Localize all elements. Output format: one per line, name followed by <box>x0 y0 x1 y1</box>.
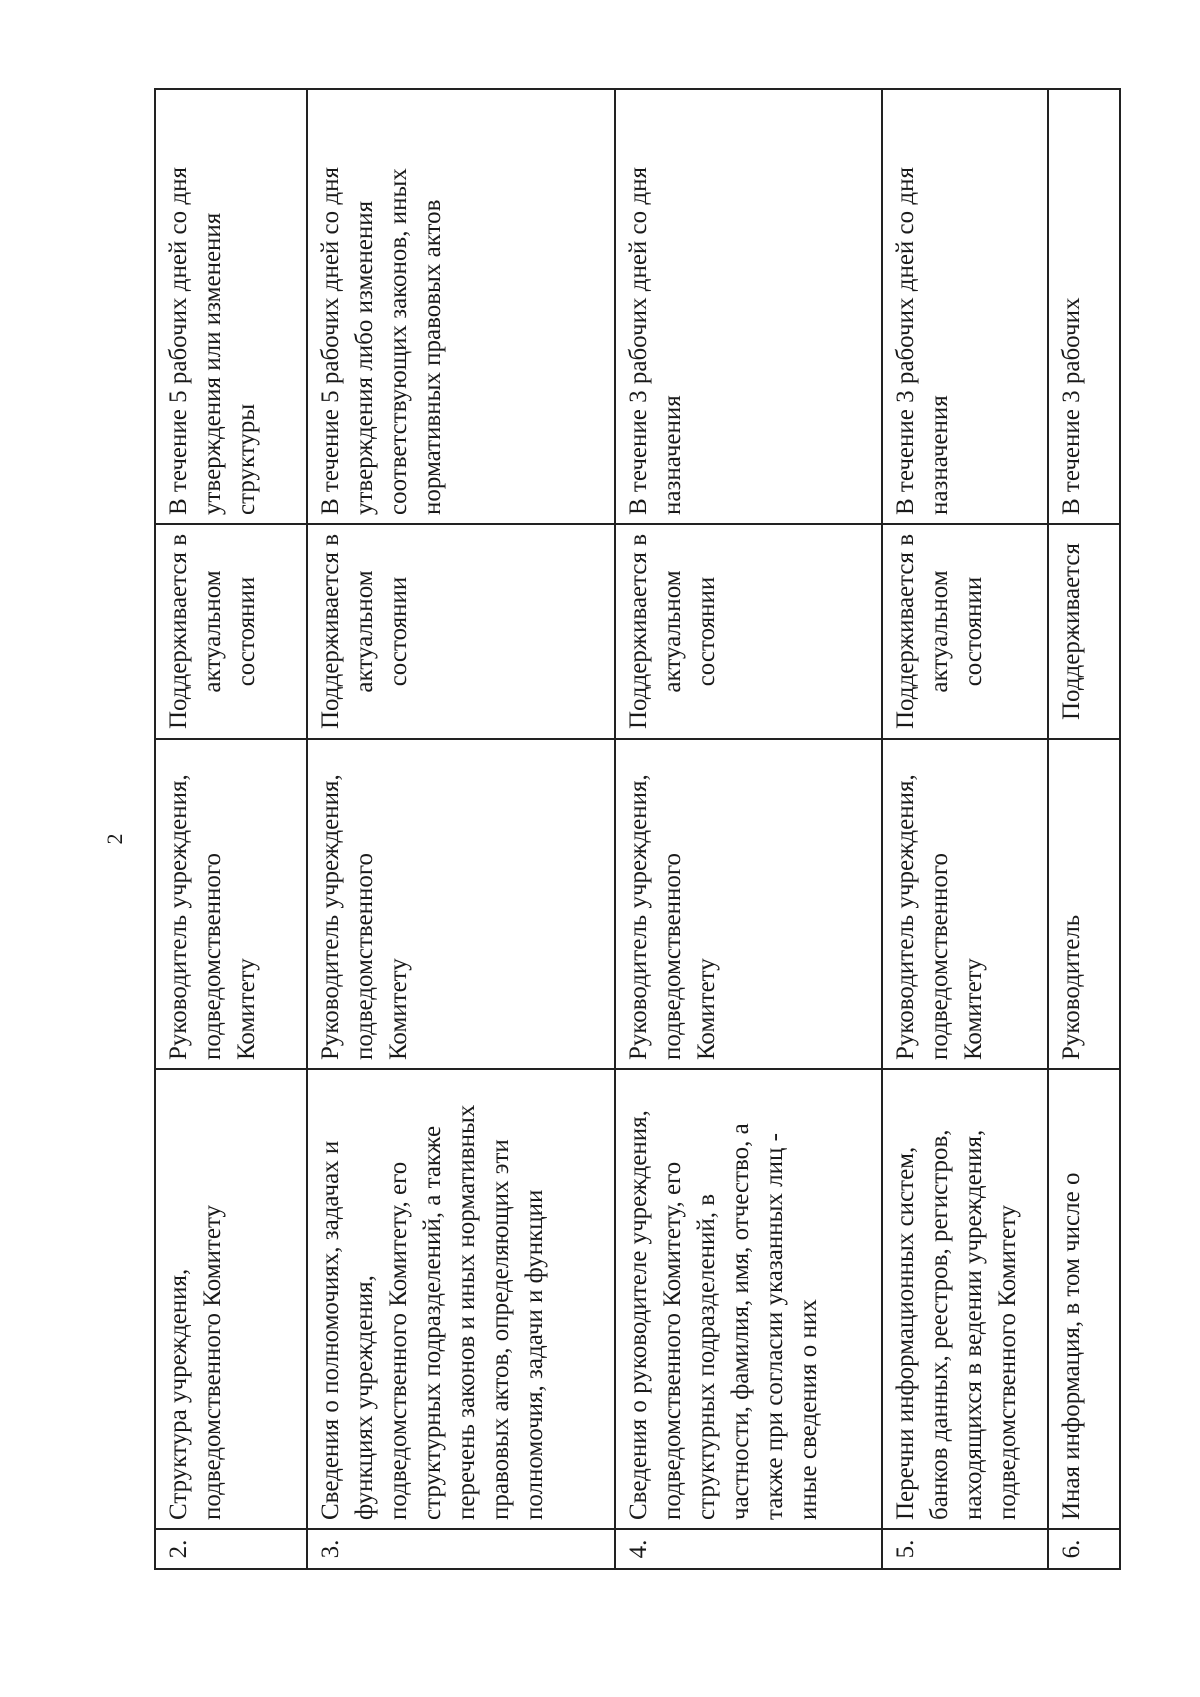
table-row <box>307 89 615 1569</box>
row-number: 2. <box>155 1529 307 1569</box>
description-cell: Структура учреждения, подведомственного Комитету <box>155 1069 307 1529</box>
deadline-cell: В течение 5 рабочих дней со дня утверждения или изменения структуры <box>155 89 307 524</box>
table-row <box>882 89 1048 1569</box>
page-number: 2 <box>102 833 127 845</box>
description-cell: Иная информация, в том числе о <box>1048 1069 1120 1529</box>
deadline-cell: В течение 5 рабочих дней со дня утверждения либо изменения соответствующих законов, иных нормативных правовых актов <box>307 89 615 524</box>
responsible-cell: Руководитель учреждения, подведомственного Комитету <box>615 739 882 1069</box>
table-row <box>155 89 307 1569</box>
deadline-cell: В течение 3 рабочих дней со дня назначения <box>615 89 882 524</box>
table-row <box>1048 89 1120 1569</box>
responsible-cell: Руководитель учреждения, подведомственного Комитету <box>155 739 307 1069</box>
information-table <box>154 88 1121 1570</box>
deadline-cell: В течение 3 рабочих <box>1048 89 1120 524</box>
deadline-cell: В течение 3 рабочих дней со дня назначения <box>882 89 1048 524</box>
table-row <box>615 89 882 1569</box>
responsible-cell: Руководитель учреждения, подведомственного Комитету <box>307 739 615 1069</box>
status-cell: Поддерживается в актуальном состоянии <box>615 524 882 739</box>
status-cell: Поддерживается <box>1048 524 1120 739</box>
responsible-cell: Руководитель <box>1048 739 1120 1069</box>
rotated-table-container <box>154 90 1085 1570</box>
status-cell: Поддерживается в актуальном состоянии <box>155 524 307 739</box>
description-cell: Сведения о руководителе учреждения, подведомственного Комитету, его структурных подразделений, в частности, фамилия, имя, отчество, а также при согласии указанных лиц - иные сведения о них <box>615 1069 882 1529</box>
row-number: 4. <box>615 1529 882 1569</box>
row-number: 5. <box>882 1529 1048 1569</box>
responsible-cell: Руководитель учреждения, подведомственного Комитету <box>882 739 1048 1069</box>
status-cell: Поддерживается в актуальном состоянии <box>882 524 1048 739</box>
row-number: 3. <box>307 1529 615 1569</box>
description-cell: Сведения о полномочиях, задачах и функциях учреждения, подведомственного Комитету, его структурных подразделений, а также перечень законов и иных нормативных правовых актов, определяющих эти полномочия, задачи и функции <box>307 1069 615 1529</box>
row-number: 6. <box>1048 1529 1120 1569</box>
status-cell: Поддерживается в актуальном состоянии <box>307 524 615 739</box>
description-cell: Перечни информационных систем, банков данных, реестров, регистров, находящихся в ведении учреждения, подведомственного Комитету <box>882 1069 1048 1529</box>
table-frame <box>154 90 1085 1570</box>
